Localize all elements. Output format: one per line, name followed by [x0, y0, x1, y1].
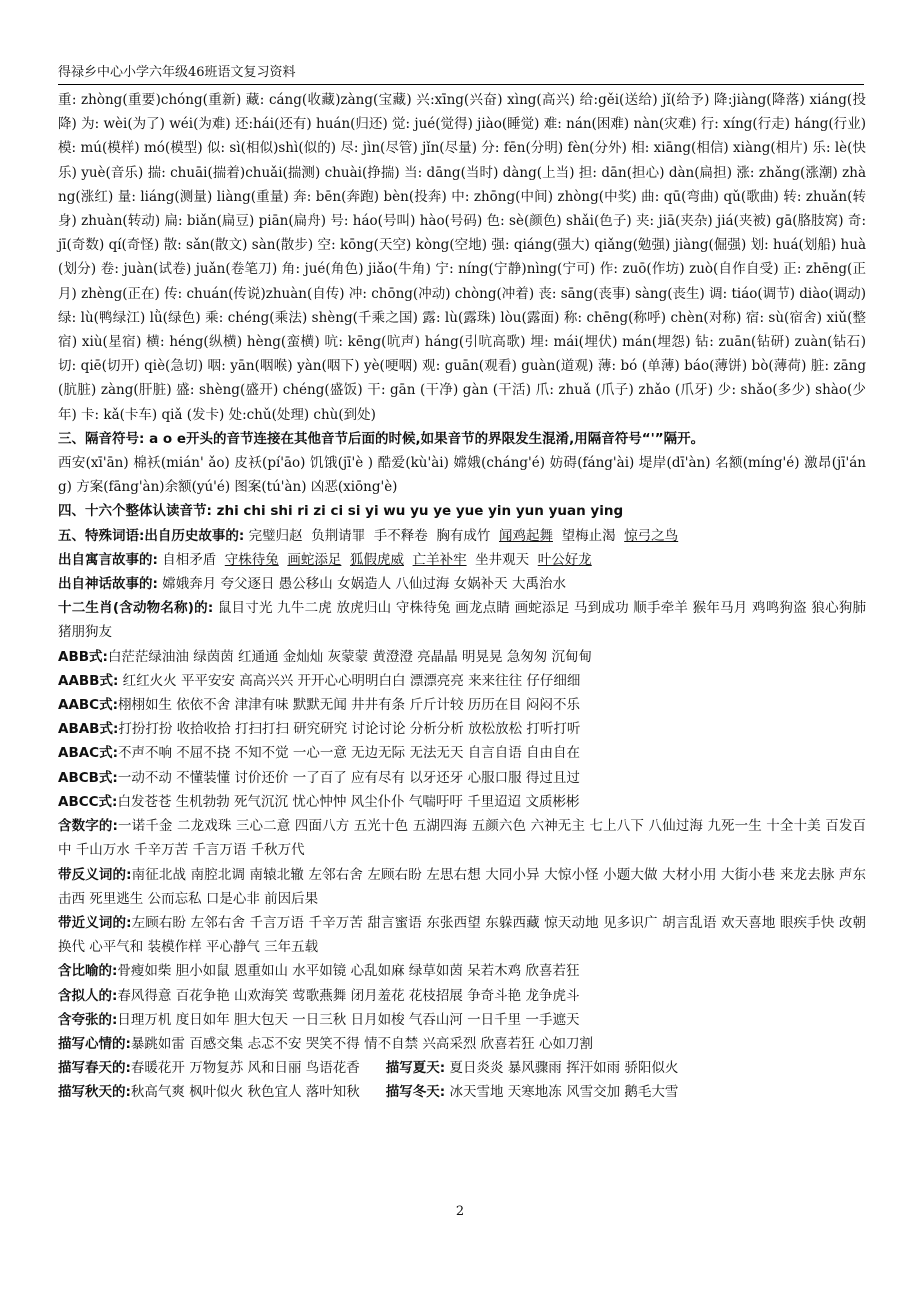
row-label: ABCC式:: [58, 793, 118, 810]
row-abab: [58, 717, 866, 741]
idiom: 叶公好龙: [537, 551, 592, 568]
header-title: 得禄乡中心小学六年级46班语文复习资料: [58, 65, 296, 80]
autumn-text: 秋高气爽 枫叶似火 秋色宜人 落叶知秋: [130, 1084, 360, 1101]
idiom: 坐井观天: [475, 551, 530, 568]
idiom: 闻鸡起舞: [498, 527, 553, 544]
idiom: 自相矛盾: [162, 551, 217, 568]
polyphone-list: 重: zhòng(重要)chóng(重新) 藏: cáng(收藏)zàng(宝藏) 兴:xīng(兴奋) xìng(高兴) 给:gěi(送给) jǐ(给予) 降:jiàng(降落) xiáng(投降) 为: wèi(为了) wéi(为难) 还:hái(还有) huán(归还) 觉: jué(觉得) jiào(睡觉) 难: nán(困难) nàn(灾难) 行: xíng(行走) háng(行业) 模: mú(模样) mó(模型) 似: sì(相似)shì(似的) 尽: jìn(尽管) jǐn(尽量) 分: fēn(分明) fèn(分外) 相: xiāng(相信) xiàng(相片) 乐: lè(快乐) yuè(音乐) 揣: chuāi(揣着)chuǎi(揣测) chuài(挣揣) 当: dāng(当时) dàng(上当) 担: dān(担心) dàn(扁担) 涨: zhǎng(涨潮) zhàng(涨红) 量: liáng(测量) liàng(重量) 奔: bēn(奔跑) bèn(投奔) 中: zhōng(中间) zhòng(中奖) 曲: qū(弯曲) qǔ(歌曲) 转: zhuǎn(转身) zhuàn(转动) 扁: biǎn(扁豆) piān(扁舟) 号: háo(号叫) hào(号码) 色: sè(颜色) shǎi(色子) 夹: jiā(夹杂) jiá(夹被) gā(胳肢窝) 奇: jī(奇数) qí(奇怪) 散: sǎn(散文) sàn(散步) 空: kōng(天空) kòng(空地) 强: qiáng(强大) qiǎng(勉强) jiàng(倔强) 划: huá(划船) huà(划分) 卷: juàn(试卷) juǎn(卷笔刀) 角: jué(角色) jiǎo(牛角) 宁: níng(宁静)nìng(宁可) 作: zuō(作坊) zuò(自作自受) 正: zhēng(正月) zhèng(正在) 传: chuán(传说)zhuàn(自传) 冲: chōng(冲动) chòng(冲着) 丧: sāng(丧事) sàng(丧生) 调: tiáo(调节) diào(调动) 绿: lù(鸭绿江) lǜ(绿色) 乘: chéng(乘法) shèng(千乘之国) 露: lù(露珠) lòu(露面) 称: chēng(称呼) chèn(对称) 宿: sù(宿舍) xiǔ(整宿) xiù(星宿) 横: héng(纵横) hèng(蛮横) 吭: kēng(吭声) háng(引吭高歌) 埋: mái(埋伏) mán(埋怨) 钻: zuān(钻研) zuàn(钻石) 切: qiē(切开) qiè(急切) 咽: yān(咽喉) yàn(咽下) yè(哽咽) 观: guān(观看) guàn(道观) 薄: bó (单薄) báo(薄饼) bò(薄荷) 脏: zāng(肮脏) zàng(肝脏) 盛: shèng(盛开) chéng(盛饭) 干: gān (干净) gàn (干活) 爪: zhuǎ (爪子) zhǎo (爪牙) 少: shǎo(多少) shào(少年) 卡: kǎ(卡车) qiǎ (发卡) 处:chǔ(处理) chù(到处): [58, 92, 866, 423]
row-text: 白茫茫绿油油 绿茵茵 红通通 金灿灿 灰蒙蒙 黄澄澄 亮晶晶 明晃晃 急匆匆 沉甸甸: [107, 648, 593, 665]
row-label: ABCB式:: [58, 769, 118, 786]
page-number: 2: [455, 1204, 465, 1219]
section-5-history: [58, 524, 866, 548]
row-text: 左顾右盼 左邻右舍 千言万语 千辛万苦 甜言蜜语 东张西望 东躲西藏 惊天动地 见多识广 胡言乱语 欢天喜地 眼疾手快 改朝换代 心平气和 装模作样 平心静气 三年五载: [58, 914, 866, 956]
myth-idioms: 嫦娥奔月 夸父逐日 愚公移山 女娲造人 八仙过海 女娲补天 大禹治水: [162, 576, 566, 593]
section-4-title: 四、十六个整体认读音节: zhi chi shi ri zi ci si yi wu yu ye yue yin yun yuan ying: [58, 503, 624, 520]
row-text: 栩栩如生 依依不舍 津津有味 默默无闻 井井有条 斤斤计较 历历在目 闷闷不乐: [118, 697, 581, 714]
row-text: 红红火火 平平安安 高高兴兴 开开心心明明白白 漂漂亮亮 来来往往 仔仔细细: [122, 672, 581, 689]
winter-label: 描写冬天:: [385, 1084, 446, 1101]
row-label: 描写心情的:: [58, 1035, 131, 1052]
row-text: 日理万机 度日如年 胆大包天 一日三秋 日月如梭 气吞山河 一日千里 一手遮天: [117, 1011, 580, 1028]
page-header: [58, 64, 864, 85]
row-abac: [58, 741, 866, 765]
winter-text: 冰天雪地 天寒地冻 风雪交加 鹅毛大雪: [449, 1084, 679, 1101]
row-hyperbole: [58, 1008, 866, 1032]
row-text: 不声不响 不屈不挠 不知不觉 一心一意 无边无际 无法无天 自言自语 自由自在: [118, 745, 581, 762]
idiom: 胸有成竹: [436, 527, 491, 544]
row-label: AABB式:: [58, 672, 119, 689]
row-text: 白发苍苍 生机勃勃 死气沉沉 忧心忡忡 风尘仆仆 气喘吁吁 千里迢迢 文质彬彬: [117, 793, 580, 810]
row-autumn-winter: [58, 1080, 866, 1104]
document-body: [58, 88, 866, 1105]
row-spring-summer: [58, 1056, 866, 1080]
row-label: 含数字的:: [58, 818, 118, 835]
idiom: 守株待兔: [224, 551, 279, 568]
row-label: AABC式:: [58, 697, 118, 714]
idiom: 负荆请罪: [311, 527, 366, 544]
row-personification: [58, 984, 866, 1008]
row-abcc: [58, 790, 866, 814]
spring-text: 春暖花开 万物复苏 风和日丽 鸟语花香: [130, 1060, 360, 1077]
row-text: 暴跳如雷 百感交集 忐忑不安 哭笑不得 情不自禁 兴高采烈 欣喜若狂 心如刀割: [130, 1035, 593, 1052]
idiom: 手不释卷: [373, 527, 428, 544]
idiom: 画蛇添足: [287, 551, 342, 568]
row-text: 打扮打扮 收拾收拾 打扫打扫 研究研究 讨论讨论 分析分析 放松放松 打听打听: [118, 721, 581, 738]
row-antonyms: [58, 863, 866, 911]
row-label: 含拟人的:: [58, 987, 118, 1004]
section-5-myth: [58, 572, 866, 596]
row-text: 春风得意 百花争艳 山欢海笑 莺歌燕舞 闭月羞花 花枝招展 争奇斗艳 龙争虎斗: [117, 987, 580, 1004]
section-5-title: 五、特殊词语:出自历史故事的:: [58, 527, 245, 544]
row-abcb: [58, 766, 866, 790]
row-label: ABB式:: [58, 648, 108, 665]
idiom: 完璧归赵: [248, 527, 303, 544]
row-synonyms: [58, 911, 866, 959]
row-text: 南征北战 南腔北调 南辕北辙 左邻右舍 左顾右盼 左思右想 大同小异 大惊小怪 小题大做 大材小用 大街小巷 来龙去脉 声东击西 死里逃生 公而忘私 口是心非 前因后果: [58, 866, 866, 907]
row-numbers: [58, 814, 866, 862]
row-mood: [58, 1032, 866, 1056]
idiom: 狐假虎威: [349, 551, 404, 568]
row-text: 一诺千金 二龙戏珠 三心二意 四面八方 五光十色 五湖四海 五颜六色 六神无主 七上八下 八仙过海 九死一生 十全十美 百发百中 千山万水 千辛万苦 千言万语 千秋万代: [58, 818, 866, 859]
section-3-title: 三、隔音符号: a o e开头的音节连接在其他音节后面的时候,如果音节的界限发生混淆,用隔音符号“'”隔开。: [58, 430, 705, 447]
autumn-label: 描写秋天的:: [58, 1084, 131, 1101]
row-label: 十二生肖(含动物名称)的:: [58, 600, 214, 617]
row-label: 带反义词的:: [58, 866, 132, 883]
row-aabb: [58, 669, 866, 693]
row-label: 含比喻的:: [58, 963, 118, 980]
myth-label: 出自神话故事的:: [58, 576, 158, 593]
idiom: 惊弓之鸟: [624, 527, 679, 544]
idiom: 亡羊补牢: [412, 551, 467, 568]
row-zodiac: [58, 596, 866, 644]
section-5-fable: [58, 548, 866, 572]
summer-label: 描写夏天:: [385, 1060, 446, 1077]
summer-text: 夏日炎炎 暴风骤雨 挥汗如雨 骄阳似火: [449, 1060, 679, 1077]
row-label: ABAC式:: [58, 745, 118, 762]
row-label: ABAB式:: [58, 721, 119, 738]
spring-label: 描写春天的:: [58, 1060, 131, 1077]
row-text: 一动不动 不懂装懂 讨价还价 一了百了 应有尽有 以牙还牙 心服口服 得过且过: [117, 769, 580, 786]
row-label: 含夸张的:: [58, 1011, 118, 1028]
row-abb: [58, 645, 866, 669]
idiom: 望梅止渴: [561, 527, 616, 544]
row-text: 骨瘦如柴 胆小如鼠 恩重如山 水平如镜 心乱如麻 绿草如茵 呆若木鸡 欣喜若狂: [117, 963, 580, 980]
row-text: 鼠目寸光 九牛二虎 放虎归山 守株待兔 画龙点睛 画蛇添足 马到成功 顺手牵羊 猴年马月 鸡鸣狗盗 狼心狗肺 猪朋狗友: [58, 600, 866, 641]
row-metaphor: [58, 959, 866, 983]
section-3-text: 西安(xī'ān) 棉袄(mián' ǎo) 皮袄(pí'āo) 饥饿(jī'è ) 酷爱(kù'ài) 嫦娥(cháng'é) 妨碍(fáng'ài) 堤岸(dī'àn) 名额(míng'é) 激昂(jī'áng) 方案(fāng'àn)余额(yú'é) 图案(tú'àn) 凶恶(xiōng'è): [58, 455, 866, 496]
fable-label: 出自寓言故事的:: [58, 551, 158, 568]
row-aabc: [58, 693, 866, 717]
row-label: 带近义词的:: [58, 914, 132, 931]
